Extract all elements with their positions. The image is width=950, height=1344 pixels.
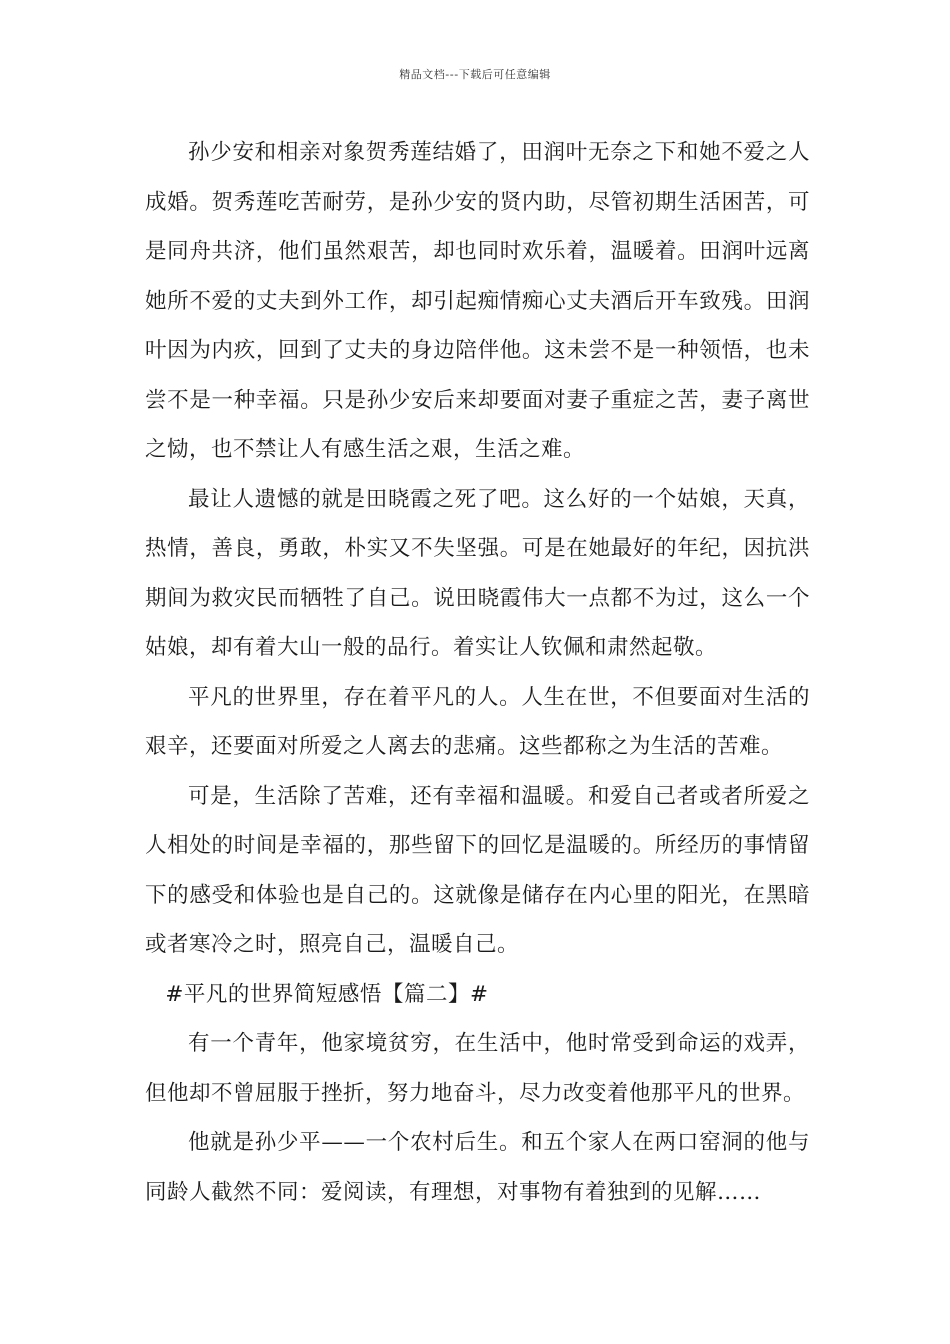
paragraph-1: 孙少安和相亲对象贺秀莲结婚了，田润叶无奈之下和她不爱之人成婚。贺秀莲吃苦耐劳，是孙少安的贤内助，尽管初期生活困苦，可是同舟共济，他们虽然艰苦，却也同时欢乐着，温暖着。田润叶远离她所不爱的丈夫到外工作，却引起痴情痴心丈夫酒后开车致残。田润叶因为内疚，回到了丈夫的身边陪伴他。这未尝不是一种领悟，也未尝不是一种幸福。只是孙少安后来却要面对妻子重症之苦，妻子离世之恸，也不禁让人有感生活之艰，生活之难。 [145,140,810,462]
paragraph-6: 他就是孙少平——一个农村后生。和五个家人在两口窑洞的他与同龄人截然不同：爱阅读，有理想，对事物有着独到的见解…… [145,1130,810,1205]
document-body [145,128,810,1217]
section-heading: #平凡的世界简短感悟【篇二】# [165,981,489,1007]
page-header: 精品文档---下载后可任意编辑 [399,68,551,81]
paragraph-5: 有一个青年，他家境贫穷，在生活中，他时常受到命运的戏弄，但他却不曾屈服于挫折，努力地奋斗，尽力改变着他那平凡的世界。 [145,1031,810,1106]
paragraph-4: 可是，生活除了苦难，还有幸福和温暖。和爱自己者或者所爱之人相处的时间是幸福的，那些留下的回忆是温暖的。所经历的事情留下的感受和体验也是自己的。这就像是储存在内心里的阳光，在黑暗或者寒冷之时，照亮自己，温暖自己。 [145,783,810,957]
paragraph-2: 最让人遗憾的就是田晓霞之死了吧。这么好的一个姑娘，天真，热情，善良，勇敢，朴实又不失坚强。可是在她最好的年纪，因抗洪期间为救灾民而牺牲了自己。说田晓霞伟大一点都不为过，这么一个姑娘，却有着大山一般的品行。着实让人钦佩和肃然起敬。 [145,486,810,660]
paragraph-3: 平凡的世界里，存在着平凡的人。人生在世，不但要面对生活的艰辛，还要面对所爱之人离去的悲痛。这些都称之为生活的苦难。 [145,684,810,759]
